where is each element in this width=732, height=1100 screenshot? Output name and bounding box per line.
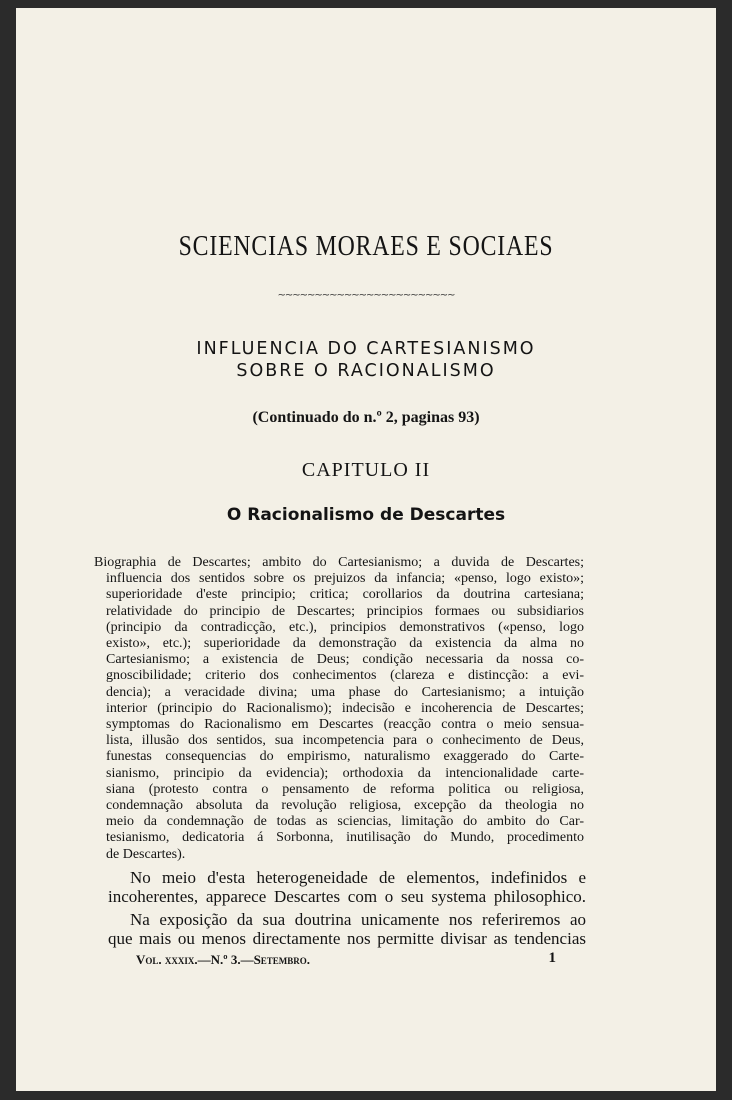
page-footer — [136, 952, 556, 968]
section-title: SCIENCIAS MORAES E SOCIAES — [178, 230, 554, 262]
continued-note: (Continuado do n.º 2, paginas 93) — [252, 409, 480, 426]
summary-line: funestas consequencias do empirismo, naturalismo exaggerado do Carte- — [106, 749, 584, 765]
article-title-line-2: SOBRE O RACIONALISMO — [236, 361, 496, 381]
article-title-line-1: INFLUENCIA DO CARTESIANISMO — [196, 339, 536, 359]
footer-signature: Vol. xxxix.—N.º 3.—Setembro. — [136, 952, 311, 967]
article-title — [16, 338, 716, 382]
summary-line: gnoscibilidade; criterio dos conhecimentos (clareza e distincção: a evi- — [106, 668, 584, 684]
summary-line: influencia dos sentidos sobre os prejuizos da infancia; «penso, logo existo»; — [106, 571, 584, 587]
summary-line: superioridade d'este principio; critica; corollarios da doutrina cartesiana; — [106, 587, 584, 603]
chapter-heading: CAPITULO II — [301, 459, 431, 481]
summary-line: dencia); a veracidade divina; uma phase do Cartesianismo; a intuição — [106, 684, 584, 700]
summary-line: meio da condemnação de todas as sciencias, limitação do ambito do Car- — [106, 814, 584, 830]
summary-line: existo», etc.); superioridade da demonstração da existencia da alma no — [106, 636, 584, 652]
paragraph-line: incoherentes, apparece Descartes com o seu systema philosophico. — [108, 887, 586, 906]
paragraph-line: No meio d'esta heterogeneidade de elementos, indefinidos e — [130, 868, 586, 887]
summary-line: interior (principio do Racionalismo); indecisão e incoherencia de Descartes; — [106, 700, 584, 716]
page-number: 1 — [548, 950, 556, 966]
paragraph-line: Na exposição da sua doutrina unicamente nos referiremos ao — [130, 910, 586, 929]
summary-line: condemnação absoluta da revolução religiosa, excepção da theologia no — [106, 798, 584, 814]
summary-line: relatividade do principio de Descartes; principios formaes ou subsidiarios — [106, 603, 584, 619]
summary-line: Biographia de Descartes; ambito do Cartesianismo; a duvida de Descartes; — [94, 555, 584, 570]
summary-line: symptomas do Racionalismo em Descartes (reacção contra o meio sensua- — [106, 717, 584, 733]
chapter-summary — [94, 555, 584, 863]
title-ornament: ~~~~~~~~~~~~~~~~~~~~~~~~ — [277, 290, 455, 301]
summary-line: Cartesianismo; a existencia de Deus; condição necessaria da nossa co- — [106, 652, 584, 668]
summary-line: tesianismo, dedicatoria á Sorbonna, inutilisação do Mundo, procedimento — [106, 830, 584, 846]
body-paragraph-1 — [108, 868, 586, 906]
body-paragraph-2 — [108, 910, 586, 948]
summary-line: (principio da contradicção, etc.), principios demonstrativos («penso, logo — [106, 619, 584, 635]
chapter-subtitle: O Racionalismo de Descartes — [226, 505, 506, 525]
document-page — [16, 8, 716, 1091]
summary-line: siana (protesto contra o pensamento de reforma politica ou religiosa, — [106, 781, 584, 797]
summary-line: de Descartes). — [106, 846, 186, 862]
paragraph-line: que mais ou menos directamente nos permitte divisar as tendencias — [108, 929, 586, 948]
summary-line: lista, illusão dos sentidos, sua incompetencia para o conhecimento de Deus, — [106, 733, 584, 749]
summary-line: sianismo, principio da evidencia); orthodoxia da intencionalidade carte- — [106, 765, 584, 781]
